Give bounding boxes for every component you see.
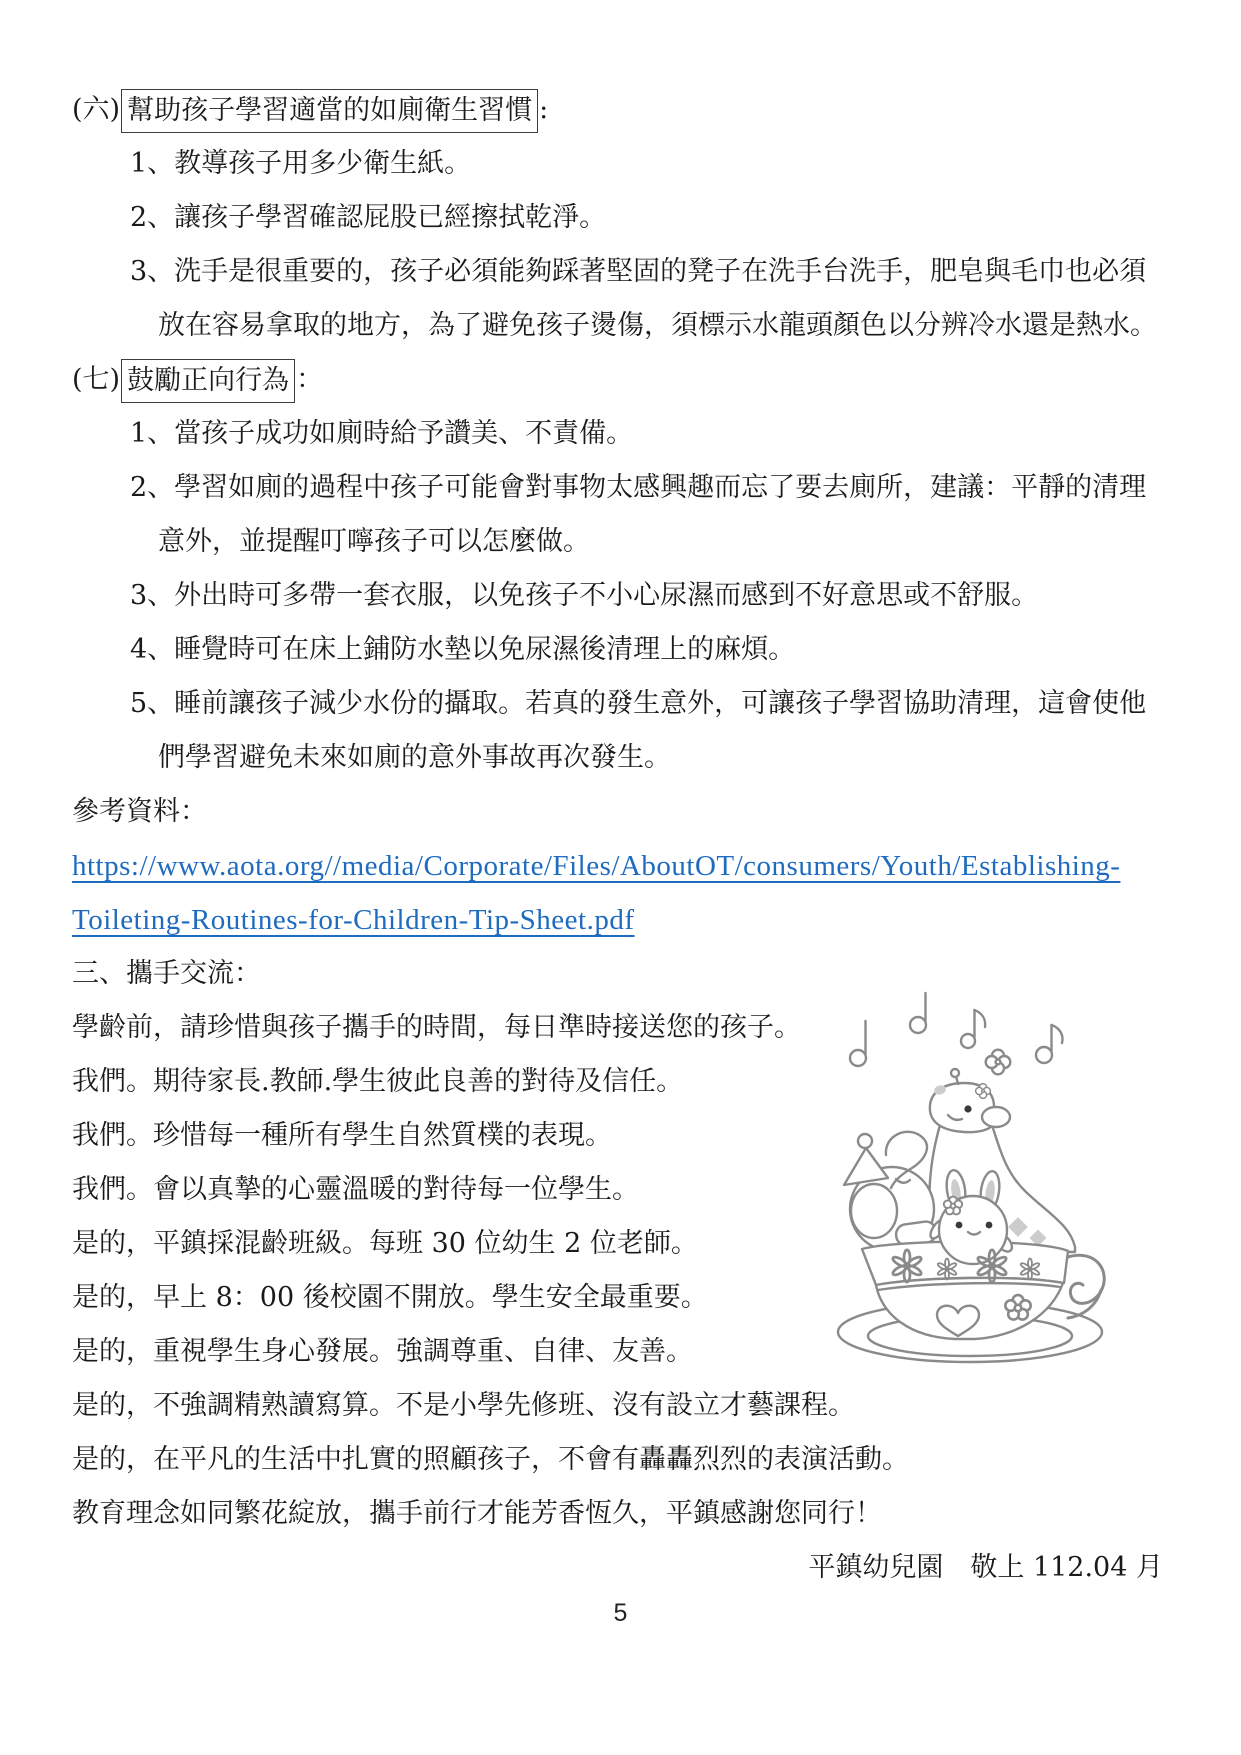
text-line: 放在容易拿取的地方，為了避免孩子燙傷，須標示水龍頭顏色以分辨冷水還是熱水。 bbox=[158, 310, 1157, 341]
text-line: 是的，重視學生身心發展。強調尊重、自律、友善。 bbox=[72, 1336, 693, 1367]
text-line: 是的，不強調精熟讀寫算。不是小學先修班、沒有設立才藝課程。 bbox=[72, 1390, 855, 1421]
section-heading bbox=[0, 83, 1241, 137]
text-line: 我們。會以真摯的心靈溫暖的對待每一位學生。 bbox=[72, 1174, 639, 1205]
text-line: 3、外出時可多帶一套衣服，以免孩子不小心尿濕而感到不好意思或不舒服。 bbox=[130, 580, 1039, 611]
text-line: 5、睡前讓孩子減少水份的攝取。若真的發生意外，可讓孩子學習協助清理，這會使他 bbox=[130, 688, 1147, 719]
text-line: 1、教導孩子用多少衛生紙。 bbox=[130, 148, 472, 179]
text-line: 我們。期待家長.教師.學生彼此良善的對待及信任。 bbox=[72, 1066, 684, 1097]
hyperlink[interactable]: Toileting-Routines-for-Children-Tip-Sheet.pdf bbox=[72, 904, 635, 936]
hyperlink[interactable]: https://www.aota.org//media/Corporate/Files/AboutOT/consumers/Youth/Establishing- bbox=[72, 850, 1121, 882]
text-line: 教育理念如同繁花綻放，攜手前行才能芳香恆久，平鎮感謝您同行！ bbox=[72, 1498, 882, 1529]
section-heading bbox=[0, 353, 1241, 407]
text-line: 們學習避免未來如廁的意外事故再次發生。 bbox=[158, 742, 671, 773]
boxed-heading-text: 鼓勵正向行為 bbox=[121, 359, 295, 403]
text-line: 參考資料： bbox=[72, 796, 207, 827]
text-line: 意外，並提醒叮嚀孩子可以怎麼做。 bbox=[158, 526, 590, 557]
boxed-heading-text: 幫助孩子學習適當的如廁衛生習慣 bbox=[121, 89, 538, 133]
signature-line: 平鎮幼兒園 敬上 112.04 月 bbox=[808, 1552, 1163, 1583]
text-line: 是的，在平凡的生活中扎實的照顧孩子，不會有轟轟烈烈的表演活動。 bbox=[72, 1444, 909, 1475]
reference-link-line bbox=[0, 893, 1241, 947]
text-line: 是的，早上 8：00 後校園不開放。學生安全最重要。 bbox=[72, 1282, 708, 1313]
text-line: 學齡前，請珍惜與孩子攜手的時間，每日準時接送您的孩子。 bbox=[72, 1012, 801, 1043]
text-line: 1、當孩子成功如廁時給予讚美、不責備。 bbox=[130, 418, 634, 449]
page-number: 5 bbox=[613, 1599, 628, 1627]
reference-link-line bbox=[0, 839, 1241, 893]
heading-prefix: (七) bbox=[72, 364, 121, 395]
elephant-icon bbox=[844, 1132, 937, 1251]
heading-suffix: : bbox=[539, 94, 549, 125]
teacup-animals-illustration bbox=[780, 985, 1140, 1385]
text-line: 2、讓孩子學習確認屁股已經擦拭乾淨。 bbox=[130, 202, 607, 233]
text-line: 三、攜手交流： bbox=[72, 958, 261, 989]
text-line: 是的，平鎮採混齡班級。每班 30 位幼生 2 位老師。 bbox=[72, 1228, 698, 1259]
text-line: 4、睡覺時可在床上鋪防水墊以免尿濕後清理上的麻煩。 bbox=[130, 634, 796, 665]
text-line: 3、洗手是很重要的，孩子必須能夠踩著堅固的凳子在洗手台洗手，肥皂與毛巾也必須 bbox=[130, 256, 1147, 287]
text-line: 2、學習如廁的過程中孩子可能會對事物太感興趣而忘了要去廁所，建議：平靜的清理 bbox=[130, 472, 1147, 503]
text-line: 我們。珍惜每一種所有學生自然質樸的表現。 bbox=[72, 1120, 612, 1151]
heading-prefix: (六) bbox=[72, 94, 121, 125]
music-notes-icon bbox=[850, 993, 1063, 1074]
heading-suffix: ： bbox=[296, 364, 324, 395]
